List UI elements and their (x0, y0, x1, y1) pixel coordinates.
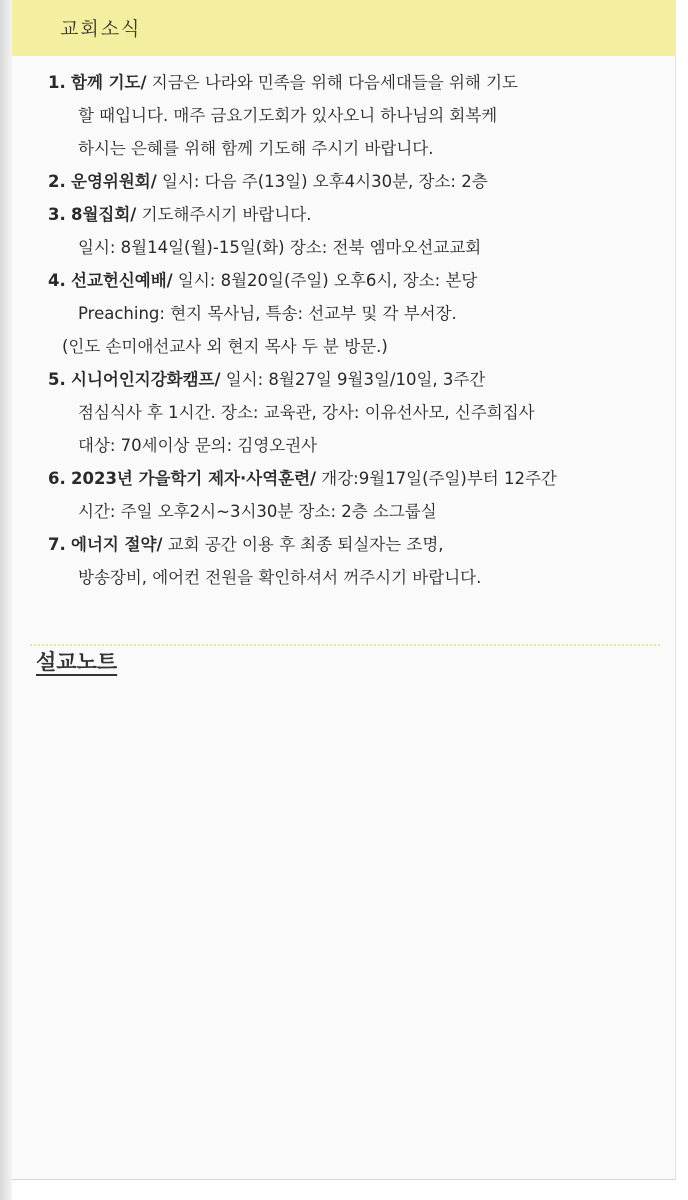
item-first-line (48, 264, 658, 297)
page-edge-right (675, 0, 688, 1200)
item-first-line (48, 165, 658, 198)
item-line: Preaching: 현지 목사님, 특송: 선교부 및 각 부서장. (78, 304, 457, 323)
item-title: 운영위원회/ (71, 172, 157, 191)
item-first-line (48, 66, 658, 99)
page-edge-shadow (0, 0, 12, 1200)
news-item-august-meeting (48, 198, 658, 264)
item-text: 개강:9월17일(주일)부터 12주간 (316, 469, 557, 488)
item-text: 일시: 8월20일(주일) 오후6시, 장소: 본당 (172, 271, 478, 290)
item-title: 함께 기도/ (71, 73, 147, 92)
item-title: 에너지 절약/ (71, 535, 163, 554)
section-header-bar (12, 0, 676, 56)
item-title: 선교헌신예배/ (71, 271, 173, 290)
news-item-prayer (48, 66, 658, 165)
item-number: 2. (48, 172, 66, 191)
page-edge-bottom (12, 1179, 676, 1200)
item-line: 하시는 은혜를 위해 함께 기도해 주시기 바랍니다. (78, 139, 434, 158)
news-item-discipleship-training (48, 462, 658, 528)
item-note: (인도 손미애선교사 외 현지 목사 두 분 방문.) (62, 337, 388, 356)
section-divider (30, 644, 660, 646)
item-number: 4. (48, 271, 66, 290)
item-line: 대상: 70세이상 문의: 김영오권사 (78, 436, 318, 455)
section-title: 교회소식 (60, 18, 142, 40)
item-line: 점심식사 후 1시간. 장소: 교육관, 강사: 이유선사모, 신주희집사 (78, 403, 535, 422)
item-title: 8월집회/ (71, 205, 137, 224)
item-text: 교회 공간 이용 후 최종 퇴실자는 조명, (162, 535, 444, 554)
sermon-notes-title: 설교노트 (36, 650, 118, 674)
news-list (48, 66, 658, 594)
item-text: 지금은 나라와 민족을 위해 다음세대들을 위해 기도 (146, 73, 518, 92)
item-first-line (48, 198, 658, 231)
item-number: 5. (48, 370, 66, 389)
item-text: 일시: 다음 주(13일) 오후4시30분, 장소: 2층 (156, 172, 488, 191)
item-line: 할 때입니다. 매주 금요기도회가 있사오니 하나님의 회복케 (78, 106, 498, 125)
item-number: 1. (48, 73, 66, 92)
item-title: 시니어인지강화캠프/ (71, 370, 221, 389)
item-text: 일시: 8월27일 9월3일/10일, 3주간 (220, 370, 486, 389)
item-number: 3. (48, 205, 66, 224)
news-item-committee (48, 165, 658, 198)
item-first-line (48, 462, 658, 495)
item-number: 6. (48, 469, 66, 488)
news-item-senior-camp (48, 363, 658, 462)
item-text: 기도해주시기 바랍니다. (136, 205, 312, 224)
item-number: 7. (48, 535, 66, 554)
item-first-line (48, 528, 658, 561)
item-line: 일시: 8월14일(월)-15일(화) 장소: 전북 엠마오선교교회 (78, 238, 482, 257)
item-line: 시간: 주일 오후2시~3시30분 장소: 2층 소그룹실 (78, 502, 437, 521)
item-line: 방송장비, 에어컨 전원을 확인하셔서 꺼주시기 바랍니다. (78, 568, 482, 587)
item-first-line (48, 363, 658, 396)
news-item-energy-saving (48, 528, 658, 594)
news-item-mission-service (48, 264, 658, 363)
item-title: 2023년 가을학기 제자·사역훈련/ (71, 469, 317, 488)
